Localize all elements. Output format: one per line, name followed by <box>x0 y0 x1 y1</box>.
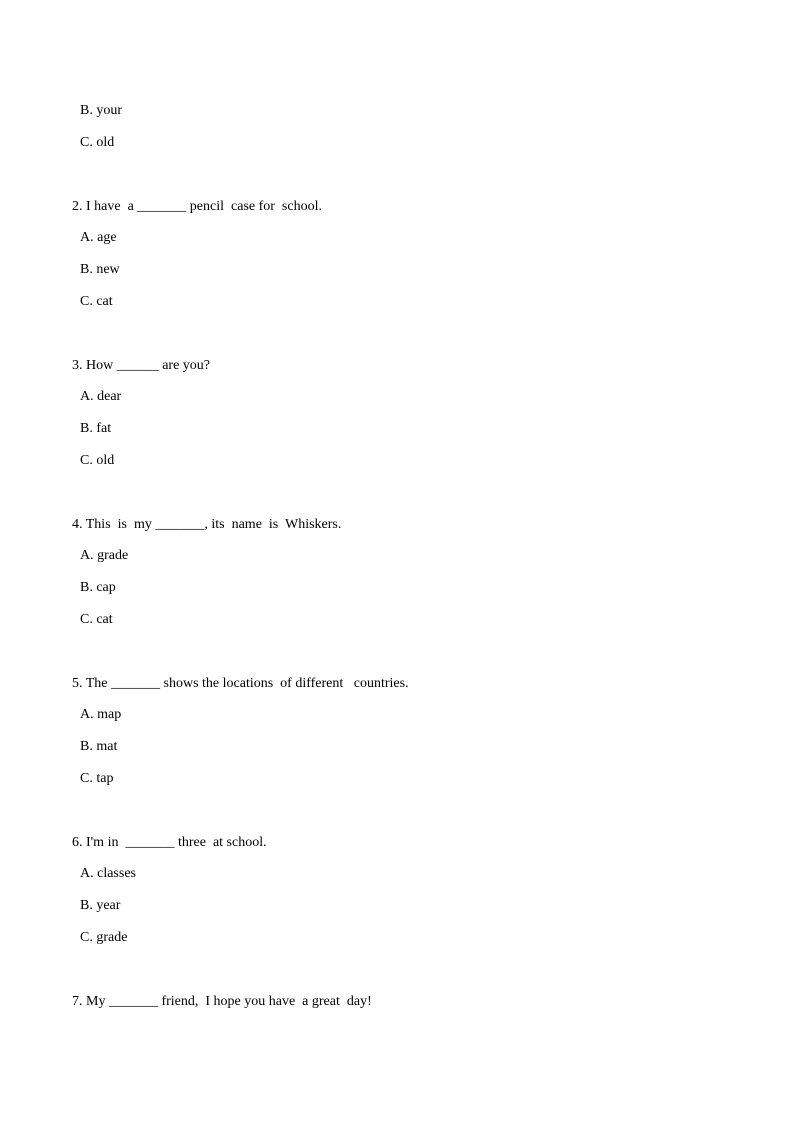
question-6-option-a: A. classes <box>80 866 136 881</box>
question-5-stem: 5. The _______ shows the locations of different countries. <box>72 676 409 691</box>
question-6-stem: 6. I'm in _______ three at school. <box>72 835 267 850</box>
question-5-option-a: A. map <box>80 707 122 722</box>
question-3-option-b: B. fat <box>80 421 112 436</box>
question-4-option-b: B. cap <box>80 580 116 595</box>
question-2-stem: 2. I have a _______ pencil case for school. <box>72 199 322 214</box>
question-2-option-a: A. age <box>80 230 117 245</box>
question-2-option-b: B. new <box>80 262 120 277</box>
option-c: C. old <box>80 135 115 150</box>
question-7-stem: 7. My _______ friend, I hope you have a great day! <box>72 994 372 1009</box>
question-6-option-b: B. year <box>80 898 121 913</box>
question-6-option-c: C. grade <box>80 930 128 945</box>
question-5-option-b: B. mat <box>80 739 118 754</box>
question-2-option-c: C. cat <box>80 294 113 309</box>
question-4-stem: 4. This is my _______, its name is Whiskers. <box>72 517 342 532</box>
question-3-option-a: A. dear <box>80 389 122 404</box>
question-5-option-c: C. tap <box>80 771 114 786</box>
question-4-option-c: C. cat <box>80 612 113 627</box>
question-3-option-c: C. old <box>80 453 115 468</box>
option-b: B. your <box>80 103 122 118</box>
question-3-stem: 3. How ______ are you? <box>72 358 211 373</box>
question-4-option-a: A. grade <box>80 548 129 563</box>
